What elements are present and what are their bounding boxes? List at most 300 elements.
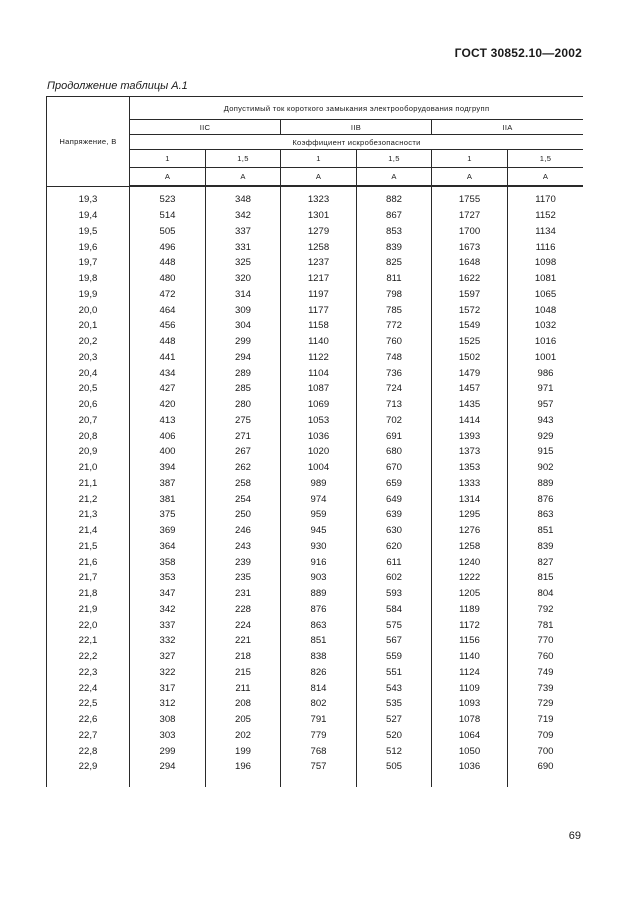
current-cell: 593 [357, 586, 432, 602]
table-row [47, 649, 584, 665]
current-cell: 1156 [432, 633, 508, 649]
current-cell: 760 [357, 334, 432, 350]
current-cell: 889 [281, 586, 357, 602]
current-cell: 1457 [432, 381, 508, 397]
current-cell: 989 [281, 476, 357, 492]
current-cell: 1237 [281, 255, 357, 271]
current-cell: 505 [130, 224, 206, 240]
tail-cell [357, 775, 432, 787]
table-row [47, 570, 584, 586]
coefficient-cell: 1 [281, 150, 357, 168]
table-row [47, 665, 584, 681]
current-cell: 285 [206, 381, 281, 397]
table-row [47, 381, 584, 397]
current-cell: 724 [357, 381, 432, 397]
voltage-cell: 20,0 [47, 302, 130, 318]
unit-cell: А [281, 168, 357, 187]
current-cell: 406 [130, 428, 206, 444]
current-cell: 1222 [432, 570, 508, 586]
current-cell: 1001 [508, 350, 584, 366]
table-row [47, 239, 584, 255]
current-cell: 630 [357, 523, 432, 539]
current-cell: 770 [508, 633, 584, 649]
current-cell: 280 [206, 397, 281, 413]
current-cell: 791 [281, 712, 357, 728]
current-cell: 427 [130, 381, 206, 397]
current-cell: 851 [281, 633, 357, 649]
current-cell: 1217 [281, 271, 357, 287]
table-container [46, 96, 583, 823]
current-cell: 322 [130, 665, 206, 681]
table-row [47, 365, 584, 381]
voltage-cell: 20,8 [47, 428, 130, 444]
group-iic-header: IIC [130, 120, 281, 135]
current-cell: 196 [206, 759, 281, 775]
current-cell: 748 [357, 350, 432, 366]
table-row [47, 633, 584, 649]
current-cell: 331 [206, 239, 281, 255]
current-cell: 713 [357, 397, 432, 413]
current-cell: 456 [130, 318, 206, 334]
current-cell: 876 [508, 491, 584, 507]
current-cell: 1414 [432, 413, 508, 429]
table-row [47, 334, 584, 350]
current-cell: 929 [508, 428, 584, 444]
current-cell: 258 [206, 476, 281, 492]
current-cell: 254 [206, 491, 281, 507]
current-cell: 267 [206, 444, 281, 460]
unit-cell: А [130, 168, 206, 187]
current-cell: 1648 [432, 255, 508, 271]
voltage-cell: 22,4 [47, 680, 130, 696]
current-cell: 441 [130, 350, 206, 366]
coefficient-cell: 1 [432, 150, 508, 168]
tail-cell [508, 775, 584, 787]
current-cell: 303 [130, 728, 206, 744]
document-code: ГОСТ 30852.10—2002 [454, 46, 582, 60]
voltage-cell: 19,6 [47, 239, 130, 255]
current-cell: 1036 [432, 759, 508, 775]
voltage-cell: 21,7 [47, 570, 130, 586]
current-cell: 1050 [432, 743, 508, 759]
current-cell: 211 [206, 680, 281, 696]
current-cell: 602 [357, 570, 432, 586]
voltage-cell: 19,4 [47, 208, 130, 224]
current-cell: 1279 [281, 224, 357, 240]
current-cell: 1258 [281, 239, 357, 255]
current-cell: 1065 [508, 287, 584, 303]
current-cell: 215 [206, 665, 281, 681]
current-cell: 670 [357, 460, 432, 476]
current-cell: 851 [508, 523, 584, 539]
current-cell: 505 [357, 759, 432, 775]
current-cell: 375 [130, 507, 206, 523]
current-cell: 700 [508, 743, 584, 759]
current-cell: 317 [130, 680, 206, 696]
current-cell: 959 [281, 507, 357, 523]
current-cell: 649 [357, 491, 432, 507]
current-cell: 1755 [432, 192, 508, 208]
current-cell: 719 [508, 712, 584, 728]
current-cell: 702 [357, 413, 432, 429]
voltage-cell: 20,6 [47, 397, 130, 413]
current-cell: 337 [130, 617, 206, 633]
current-cell: 757 [281, 759, 357, 775]
current-cell: 839 [357, 239, 432, 255]
current-cell: 381 [130, 491, 206, 507]
current-cell: 1295 [432, 507, 508, 523]
voltage-cell: 21,6 [47, 554, 130, 570]
current-cell: 1081 [508, 271, 584, 287]
current-cell: 838 [281, 649, 357, 665]
current-cell: 448 [130, 334, 206, 350]
voltage-cell: 20,3 [47, 350, 130, 366]
current-cell: 342 [206, 208, 281, 224]
table-row [47, 318, 584, 334]
current-cell: 314 [206, 287, 281, 303]
current-cell: 400 [130, 444, 206, 460]
current-cell: 749 [508, 665, 584, 681]
voltage-cell: 20,9 [47, 444, 130, 460]
table-row [47, 554, 584, 570]
current-cell: 299 [206, 334, 281, 350]
current-cell: 325 [206, 255, 281, 271]
current-cell: 1140 [281, 334, 357, 350]
current-cell: 915 [508, 444, 584, 460]
table-row [47, 491, 584, 507]
current-cell: 1170 [508, 192, 584, 208]
current-cell: 243 [206, 539, 281, 555]
current-cell: 358 [130, 554, 206, 570]
current-cell: 1323 [281, 192, 357, 208]
table-row [47, 413, 584, 429]
table-row [47, 476, 584, 492]
current-cell: 620 [357, 539, 432, 555]
current-cell: 1172 [432, 617, 508, 633]
current-cell: 1549 [432, 318, 508, 334]
current-cell: 496 [130, 239, 206, 255]
table-row [47, 255, 584, 271]
current-cell: 464 [130, 302, 206, 318]
table-row [47, 680, 584, 696]
voltage-cell: 22,0 [47, 617, 130, 633]
current-cell: 768 [281, 743, 357, 759]
voltage-cell: 19,9 [47, 287, 130, 303]
unit-cell: А [508, 168, 584, 187]
voltage-cell: 19,8 [47, 271, 130, 287]
current-cell: 943 [508, 413, 584, 429]
current-cell: 1078 [432, 712, 508, 728]
coefficient-cell: 1,5 [508, 150, 584, 168]
current-cell: 337 [206, 224, 281, 240]
table-row [47, 460, 584, 476]
voltage-cell: 21,9 [47, 602, 130, 618]
current-cell: 867 [357, 208, 432, 224]
tail-cell [206, 775, 281, 787]
voltage-cell: 21,5 [47, 539, 130, 555]
current-cell: 514 [130, 208, 206, 224]
tail-cell [281, 775, 357, 787]
current-cell: 903 [281, 570, 357, 586]
current-cell: 691 [357, 428, 432, 444]
voltage-cell: 22,5 [47, 696, 130, 712]
current-cell: 1333 [432, 476, 508, 492]
voltage-cell: 21,1 [47, 476, 130, 492]
voltage-cell: 22,6 [47, 712, 130, 728]
current-cell: 1109 [432, 680, 508, 696]
current-cell: 1240 [432, 554, 508, 570]
coefficient-cell: 1 [130, 150, 206, 168]
current-cell: 811 [357, 271, 432, 287]
table-row [47, 350, 584, 366]
voltage-cell: 20,1 [47, 318, 130, 334]
voltage-cell: 19,5 [47, 224, 130, 240]
current-cell: 826 [281, 665, 357, 681]
current-cell: 320 [206, 271, 281, 287]
current-cell: 332 [130, 633, 206, 649]
current-cell: 772 [357, 318, 432, 334]
current-cell: 262 [206, 460, 281, 476]
current-cell: 543 [357, 680, 432, 696]
table-row [47, 523, 584, 539]
current-cell: 575 [357, 617, 432, 633]
current-cell: 512 [357, 743, 432, 759]
voltage-cell: 22,3 [47, 665, 130, 681]
coefficient-cell: 1,5 [357, 150, 432, 168]
unit-cell: А [357, 168, 432, 187]
table-row [47, 507, 584, 523]
table-row [47, 759, 584, 775]
voltage-cell: 21,2 [47, 491, 130, 507]
current-cell: 1435 [432, 397, 508, 413]
current-cell: 221 [206, 633, 281, 649]
current-cell: 1036 [281, 428, 357, 444]
current-cell: 902 [508, 460, 584, 476]
table-row [47, 287, 584, 303]
current-cell: 239 [206, 554, 281, 570]
current-cell: 394 [130, 460, 206, 476]
current-cell: 235 [206, 570, 281, 586]
current-cell: 527 [357, 712, 432, 728]
current-cell: 798 [357, 287, 432, 303]
current-cell: 814 [281, 680, 357, 696]
table-row [47, 444, 584, 460]
current-cell: 308 [130, 712, 206, 728]
current-cell: 434 [130, 365, 206, 381]
current-cell: 1177 [281, 302, 357, 318]
voltage-cell: 22,9 [47, 759, 130, 775]
table-row [47, 743, 584, 759]
current-cell: 1622 [432, 271, 508, 287]
current-cell: 520 [357, 728, 432, 744]
current-cell: 1393 [432, 428, 508, 444]
current-cell: 228 [206, 602, 281, 618]
current-cell: 739 [508, 680, 584, 696]
current-cell: 327 [130, 649, 206, 665]
current-cell: 1197 [281, 287, 357, 303]
current-cell: 916 [281, 554, 357, 570]
current-cell: 889 [508, 476, 584, 492]
current-cell: 839 [508, 539, 584, 555]
current-cell: 611 [357, 554, 432, 570]
current-cell: 804 [508, 586, 584, 602]
current-cell: 1597 [432, 287, 508, 303]
current-cell: 523 [130, 192, 206, 208]
current-cell: 709 [508, 728, 584, 744]
current-cell: 639 [357, 507, 432, 523]
current-cell: 218 [206, 649, 281, 665]
current-cell: 1525 [432, 334, 508, 350]
current-cell: 930 [281, 539, 357, 555]
coefficient-header: Коэффициент искробезопасности [130, 135, 584, 150]
current-cell: 1124 [432, 665, 508, 681]
current-cell: 387 [130, 476, 206, 492]
current-cell: 1093 [432, 696, 508, 712]
tail-row [47, 775, 584, 787]
current-cell: 1152 [508, 208, 584, 224]
current-cell: 448 [130, 255, 206, 271]
current-table [46, 96, 583, 787]
voltage-cell: 21,8 [47, 586, 130, 602]
current-cell: 1373 [432, 444, 508, 460]
tail-cell [130, 775, 206, 787]
table-row [47, 712, 584, 728]
current-cell: 1158 [281, 318, 357, 334]
current-cell: 974 [281, 491, 357, 507]
current-cell: 853 [357, 224, 432, 240]
current-cell: 584 [357, 602, 432, 618]
table-row [47, 617, 584, 633]
table-row [47, 302, 584, 318]
current-cell: 246 [206, 523, 281, 539]
current-cell: 369 [130, 523, 206, 539]
current-cell: 312 [130, 696, 206, 712]
group-iia-header: IIA [432, 120, 584, 135]
current-cell: 208 [206, 696, 281, 712]
current-cell: 957 [508, 397, 584, 413]
table-row [47, 192, 584, 208]
current-cell: 289 [206, 365, 281, 381]
current-cell: 945 [281, 523, 357, 539]
current-cell: 413 [130, 413, 206, 429]
table-caption: Продолжение таблицы А.1 [47, 80, 188, 92]
voltage-cell: 19,7 [47, 255, 130, 271]
current-cell: 420 [130, 397, 206, 413]
table-body [47, 186, 584, 787]
current-cell: 1314 [432, 491, 508, 507]
current-cell: 1087 [281, 381, 357, 397]
current-cell: 1502 [432, 350, 508, 366]
current-cell: 863 [508, 507, 584, 523]
table-row [47, 271, 584, 287]
current-cell: 882 [357, 192, 432, 208]
current-cell: 1205 [432, 586, 508, 602]
group-iib-header: IIB [281, 120, 432, 135]
coefficient-cell: 1,5 [206, 150, 281, 168]
current-cell: 1189 [432, 602, 508, 618]
current-cell: 202 [206, 728, 281, 744]
current-cell: 1673 [432, 239, 508, 255]
table-row [47, 208, 584, 224]
current-cell: 781 [508, 617, 584, 633]
table-row [47, 224, 584, 240]
current-cell: 1134 [508, 224, 584, 240]
unit-cell: А [206, 168, 281, 187]
current-cell: 342 [130, 602, 206, 618]
table-row [47, 586, 584, 602]
current-cell: 535 [357, 696, 432, 712]
current-cell: 1140 [432, 649, 508, 665]
current-cell: 1258 [432, 539, 508, 555]
current-cell: 199 [206, 743, 281, 759]
current-cell: 559 [357, 649, 432, 665]
current-cell: 1032 [508, 318, 584, 334]
current-cell: 1064 [432, 728, 508, 744]
current-cell: 815 [508, 570, 584, 586]
current-cell: 825 [357, 255, 432, 271]
voltage-cell: 22,1 [47, 633, 130, 649]
current-header: Допустимый ток короткого замыкания электрооборудования подгрупп [130, 97, 584, 120]
current-cell: 1301 [281, 208, 357, 224]
current-cell: 827 [508, 554, 584, 570]
voltage-cell: 20,2 [47, 334, 130, 350]
voltage-cell: 21,3 [47, 507, 130, 523]
current-cell: 971 [508, 381, 584, 397]
current-cell: 275 [206, 413, 281, 429]
unit-cell: А [432, 168, 508, 187]
voltage-cell: 21,4 [47, 523, 130, 539]
current-cell: 271 [206, 428, 281, 444]
current-cell: 736 [357, 365, 432, 381]
current-cell: 1048 [508, 302, 584, 318]
current-cell: 1016 [508, 334, 584, 350]
voltage-cell: 21,0 [47, 460, 130, 476]
current-cell: 309 [206, 302, 281, 318]
current-cell: 348 [206, 192, 281, 208]
current-cell: 224 [206, 617, 281, 633]
current-cell: 1004 [281, 460, 357, 476]
current-cell: 659 [357, 476, 432, 492]
current-cell: 353 [130, 570, 206, 586]
current-cell: 802 [281, 696, 357, 712]
current-cell: 876 [281, 602, 357, 618]
current-cell: 250 [206, 507, 281, 523]
current-cell: 1353 [432, 460, 508, 476]
current-cell: 294 [206, 350, 281, 366]
current-cell: 792 [508, 602, 584, 618]
table-row [47, 696, 584, 712]
current-cell: 1727 [432, 208, 508, 224]
current-cell: 480 [130, 271, 206, 287]
current-cell: 1276 [432, 523, 508, 539]
current-cell: 760 [508, 649, 584, 665]
current-cell: 1116 [508, 239, 584, 255]
current-cell: 567 [357, 633, 432, 649]
current-cell: 1572 [432, 302, 508, 318]
current-cell: 1104 [281, 365, 357, 381]
current-cell: 304 [206, 318, 281, 334]
current-cell: 785 [357, 302, 432, 318]
voltage-cell: 22,8 [47, 743, 130, 759]
voltage-cell: 20,5 [47, 381, 130, 397]
current-cell: 779 [281, 728, 357, 744]
voltage-cell: 19,3 [47, 192, 130, 208]
voltage-cell: 20,7 [47, 413, 130, 429]
voltage-header: Напряжение, В [47, 97, 130, 187]
current-cell: 986 [508, 365, 584, 381]
current-cell: 1700 [432, 224, 508, 240]
tail-cell [432, 775, 508, 787]
